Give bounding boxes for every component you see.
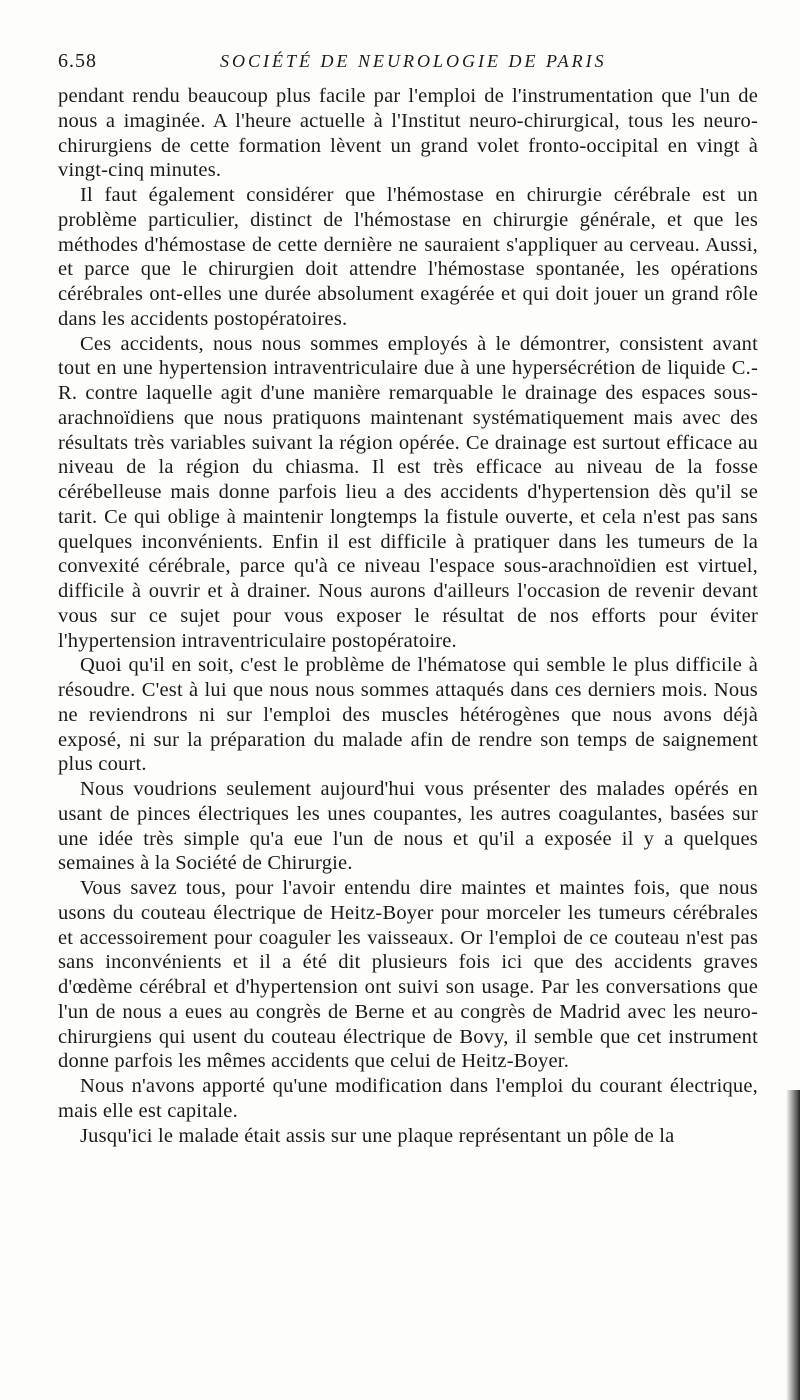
paragraph-1: pendant rendu beaucoup plus facile par l'emploi de l'instrumentation que l'un de nous a imaginée. A l'heure actuelle à l'Institut neuro-chirurgical, tous les neuro-chirurgiens de cette formation lèvent un grand volet fronto-occipital en vingt à vingt-cinq minutes.	[58, 85, 758, 182]
journal-title: SOCIÉTÉ DE NEUROLOGIE DE PARIS	[220, 51, 607, 71]
article-body	[58, 84, 758, 1148]
scan-edge-shadow	[786, 1090, 800, 1400]
paragraph-5: Nous voudrions seulement aujourd'hui vous présenter des malades opérés en usant de pinces électriques les unes coupantes, les autres coagulantes, basées sur une idée très simple qu'a eue l'un de nous et qu'il a exposée il y a quelques semaines à la Société de Chirurgie.	[58, 778, 758, 875]
paragraph-8: Jusqu'ici le malade était assis sur une plaque représentant un pôle de la	[80, 1124, 675, 1147]
paragraph-2: Il faut également considérer que l'hémostase en chirurgie cérébrale est un problème particulier, distinct de l'hémostase en chirurgie générale, et que les méthodes d'hémostase de cette dernière ne sauraient s'appliquer au cerveau. Aussi, et parce que le chirurgien doit attendre l'hémostase spontanée, les opérations cérébrales ont-elles une durée absolument exagérée et qui doit jouer un grand rôle dans les accidents postopératoires.	[58, 184, 758, 330]
page-number: 6.58	[58, 50, 97, 72]
paragraph-7: Nous n'avons apporté qu'une modification dans l'emploi du courant électrique, mais elle est capitale.	[58, 1075, 758, 1122]
paragraph-6: Vous savez tous, pour l'avoir entendu dire maintes et maintes fois, que nous usons du couteau électrique de Heitz-Boyer pour morceler les tumeurs cérébrales et accessoirement pour coaguler les vaisseaux. Or l'emploi de ce couteau n'est pas sans inconvénients et il a été dit plusieurs fois ici que des accidents graves d'œdème cérébral et d'hypertension ont suivi son usage. Par les conversations que l'un de nous a eues au congrès de Berne et au congrès de Madrid avec les neuro-chirurgiens qui usent du couteau électrique de Bovy, il semble que cet instrument donne parfois les mêmes accidents que celui de Heitz-Boyer.	[58, 877, 758, 1073]
running-header	[58, 50, 758, 80]
paragraph-4: Quoi qu'il en soit, c'est le problème de l'hématose qui semble le plus difficile à résoudre. C'est à lui que nous nous sommes attaqués dans ces derniers mois. Nous ne reviendrons ni sur l'emploi des muscles hétérogènes que nous avons déjà exposé, ni sur la préparation du malade afin de rendre son temps de saignement plus court.	[58, 654, 758, 776]
paragraph-3: Ces accidents, nous nous sommes employés à le démontrer, consistent avant tout en une hypertension intraventriculaire due à une hypersécrétion de liquide C.-R. contre laquelle agit d'une manière remarquable le drainage des espaces sous-arachnoïdiens que nous pratiquons maintenant systématiquement mais avec des résultats très variables suivant la région opérée. Ce drainage est surtout efficace au niveau de la région du chiasma. Il est très efficace au niveau de la fosse cérébelleuse mais donne parfois lieu a des accidents d'hypertension dès qu'il se tarit. Ce qui oblige à maintenir longtemps la fistule ouverte, et cela n'est pas sans quelques inconvénients. Enfin il est difficile à pratiquer dans les tumeurs de la convexité cérébrale, parce qu'à ce niveau l'espace sous-arachnoïdien est virtuel, difficile à ouvrir et à drainer. Nous aurons d'ailleurs l'occasion de revenir devant vous sur ce sujet pour vous exposer le résultat de nos efforts pour éviter l'hypertension intraventriculaire postopératoire.	[58, 332, 758, 652]
